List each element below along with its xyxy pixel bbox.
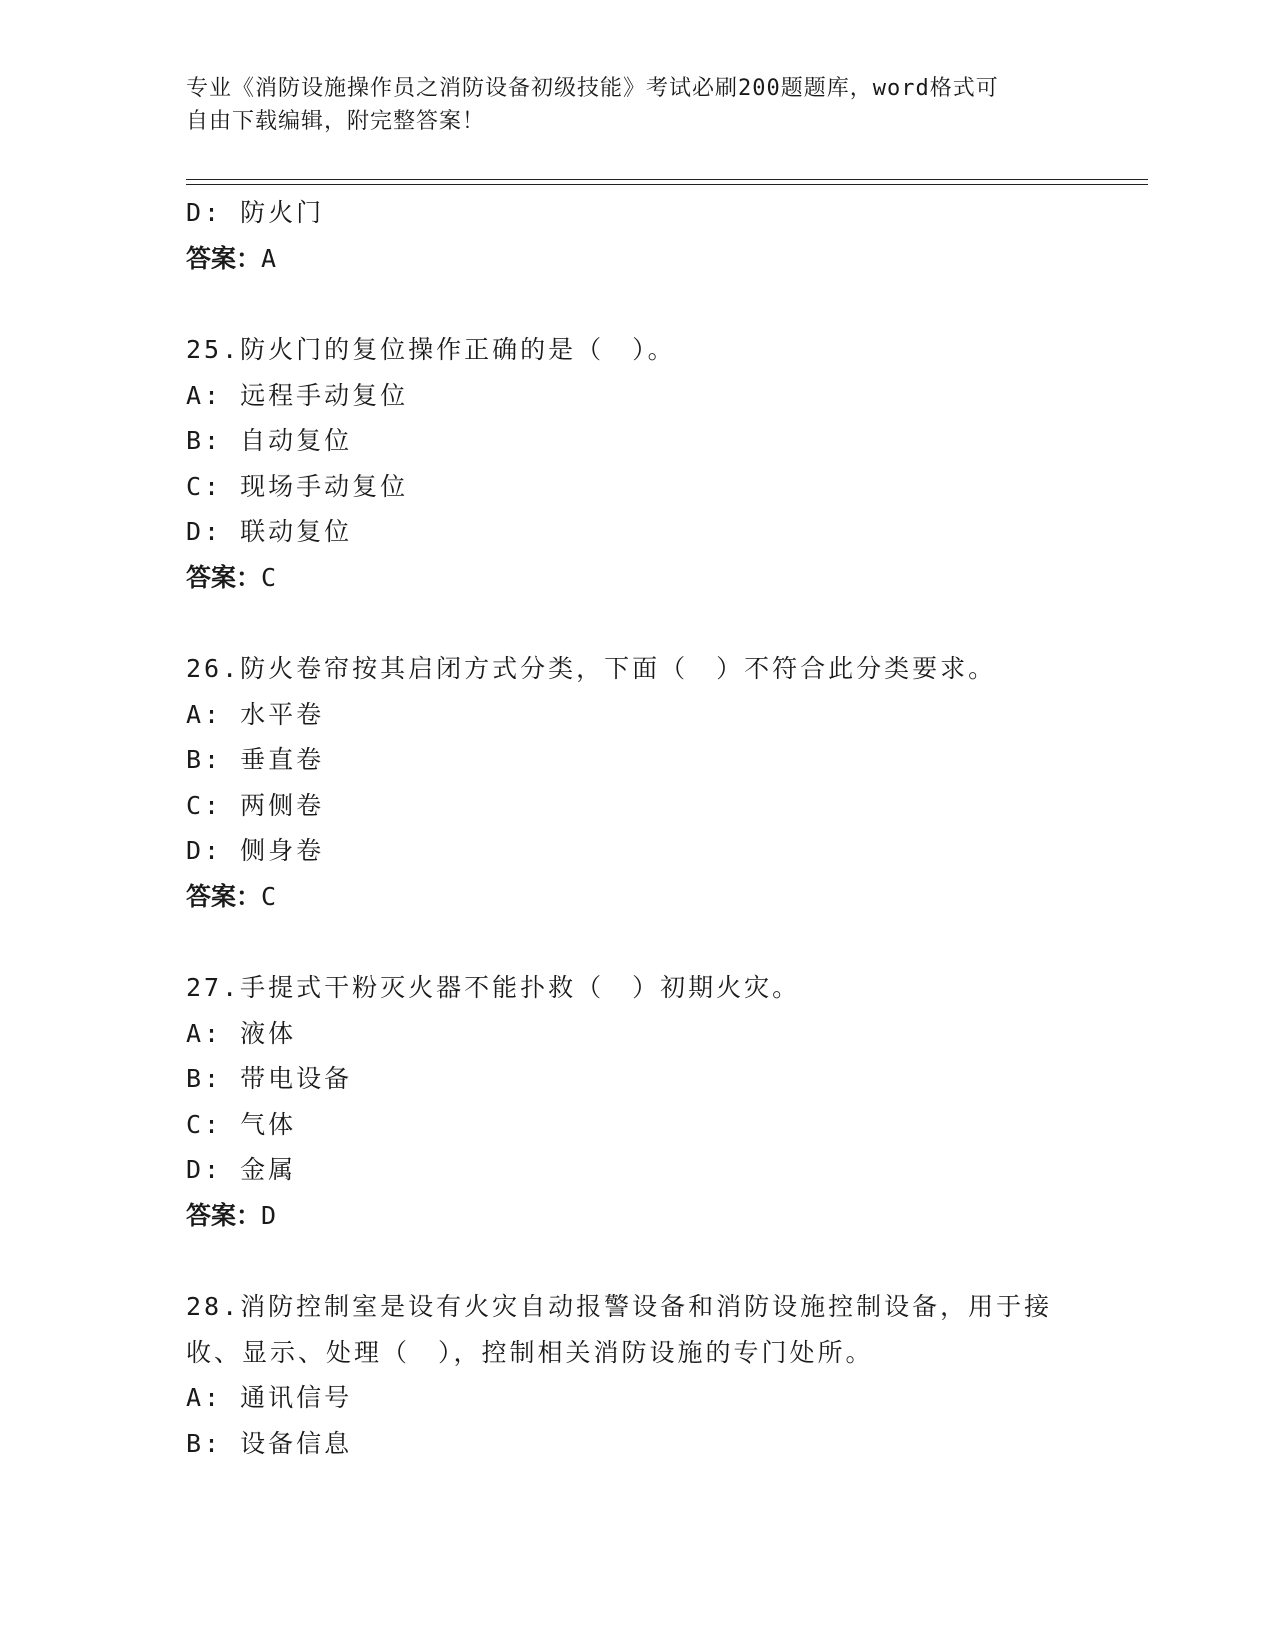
q26-option-d: D: 侧身卷 [186,836,325,865]
q28-option-b: B: 设备信息 [186,1428,353,1458]
q24-option-d: D: 防火门 [186,198,325,227]
q25-option-d: D: 联动复位 [186,517,353,546]
answer-value: A [261,243,277,273]
answer-label: 答案： [186,1200,262,1230]
q26-option-b: B: 垂直卷 [186,745,325,774]
answer-label: 答案： [186,243,262,273]
q25-question: 25.防火门的复位操作正确的是（ ）。 [186,335,676,364]
answer-value: C [261,881,277,911]
q25-option-a: A: 远程手动复位 [186,380,409,410]
q26-option-c: C: 两侧卷 [186,790,325,820]
q26-option-a: A: 水平卷 [186,699,325,729]
q25-option-c: C: 现场手动复位 [186,471,409,501]
q27-question: 27.手提式干粉灭火器不能扑救（ ）初期火灾。 [186,973,801,1002]
answer-label: 答案： [186,881,262,911]
q27-option-b: B: 带电设备 [186,1064,353,1093]
spacer [186,600,1086,646]
spacer [186,919,1086,965]
q28-question-line-2: 收、显示、处理（ ），控制相关消防设施的专门处所。 [186,1337,874,1367]
q26-answer [186,874,1086,920]
q27-option-c: C: 气体 [186,1109,297,1139]
q24-answer [186,236,1086,282]
header-divider-top [186,179,1148,180]
document-header [186,72,1086,138]
q27-option-d: D: 金属 [186,1155,297,1184]
header-title-line-2: 自由下载编辑，附完整答案！ [186,109,486,134]
q28-option-a: A: 通讯信号 [186,1383,353,1412]
answer-value: C [261,562,277,592]
header-divider-bottom [186,184,1148,185]
q27-answer [186,1193,1086,1239]
answer-label: 答案： [186,562,262,592]
spacer [186,281,1086,327]
q27-option-a: A: 液体 [186,1018,297,1048]
question-list [186,190,1086,1466]
q28-question-line-1: 28.消防控制室是设有火灾自动报警设备和消防设施控制设备，用于接 [186,1292,1053,1321]
spacer [186,1238,1086,1284]
q26-question: 26.防火卷帘按其启闭方式分类，下面（ ）不符合此分类要求。 [186,654,997,683]
header-title-line-1: 专业《消防设施操作员之消防设备初级技能》考试必刷200题题库，word格式可 [186,76,999,101]
answer-value: D [261,1200,277,1230]
q25-answer [186,555,1086,601]
q25-option-b: B: 自动复位 [186,426,353,455]
